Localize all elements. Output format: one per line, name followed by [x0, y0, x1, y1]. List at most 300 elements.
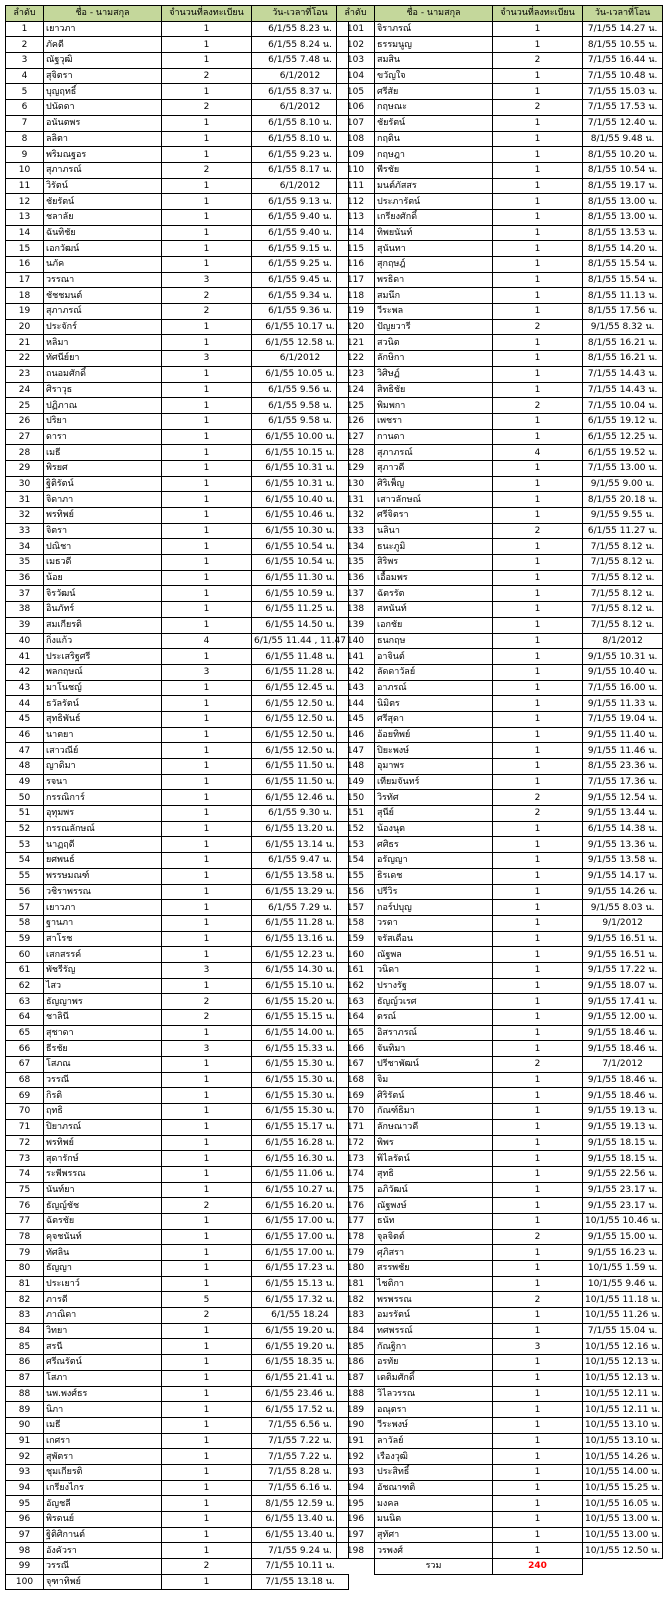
table-row — [337, 68, 663, 84]
registration-count: 1 — [493, 131, 583, 147]
registration-count: 1 — [493, 759, 583, 775]
transfer-datetime: 6/1/55 9.13 น. — [252, 194, 349, 210]
registration-count: 1 — [162, 492, 252, 508]
registration-count: 2 — [162, 994, 252, 1010]
person-name: สุภาภรณ์ — [375, 445, 493, 461]
registration-count: 1 — [162, 1512, 252, 1528]
registration-count: 1 — [162, 806, 252, 822]
registration-count: 1 — [493, 115, 583, 131]
row-number: 142 — [337, 664, 375, 680]
person-name: ธนกฤษ — [375, 633, 493, 649]
registration-count: 1 — [162, 84, 252, 100]
table-row — [337, 1308, 663, 1324]
registration-count: 1 — [493, 602, 583, 618]
row-number: 171 — [337, 1119, 375, 1135]
registration-count: 1 — [162, 1370, 252, 1386]
row-number: 193 — [337, 1464, 375, 1480]
person-name: นาฏฤดี — [44, 837, 162, 853]
row-number: 136 — [337, 570, 375, 586]
table-row — [6, 178, 349, 194]
transfer-datetime: 9/1/55 18.15 น. — [583, 1151, 663, 1167]
transfer-datetime: 6/1/55 15.30 น. — [252, 1088, 349, 1104]
registration-count: 1 — [493, 1355, 583, 1371]
table-row — [6, 1166, 349, 1182]
table-row — [6, 429, 349, 445]
transfer-datetime: 7/1/55 12.40 น. — [583, 115, 663, 131]
table-row — [6, 225, 349, 241]
transfer-datetime: 7/1/55 14.27 น. — [583, 21, 663, 37]
registration-count: 1 — [493, 539, 583, 555]
row-number: 60 — [6, 947, 44, 963]
row-number: 83 — [6, 1308, 44, 1324]
registration-count: 1 — [162, 1151, 252, 1167]
table-row — [6, 1543, 349, 1559]
table-row — [6, 711, 349, 727]
transfer-datetime: 9/1/55 18.46 น. — [583, 1072, 663, 1088]
transfer-datetime: 6/1/55 12.46 น. — [252, 790, 349, 806]
person-name: ธีรชัย — [44, 1041, 162, 1057]
table-row — [6, 241, 349, 257]
row-number: 80 — [6, 1261, 44, 1277]
transfer-datetime: 10/1/55 12.13 น. — [583, 1370, 663, 1386]
table-row — [337, 366, 663, 382]
person-name: เทียมจันทร์ — [375, 774, 493, 790]
table-row — [337, 962, 663, 978]
registration-count: 1 — [493, 1370, 583, 1386]
row-number: 170 — [337, 1104, 375, 1120]
table-row — [6, 1245, 349, 1261]
registration-count: 1 — [493, 68, 583, 84]
transfer-datetime: 9/1/55 14.17 น. — [583, 868, 663, 884]
transfer-datetime: 6/1/55 19.52 น. — [583, 445, 663, 461]
table-row — [6, 382, 349, 398]
person-name: อัชณาฑติ — [375, 1480, 493, 1496]
table-row — [337, 445, 663, 461]
transfer-datetime: 10/1/55 13.10 น. — [583, 1433, 663, 1449]
table-row — [337, 759, 663, 775]
row-number: 54 — [6, 853, 44, 869]
registration-count: 1 — [493, 84, 583, 100]
person-name: สุจิตรา — [44, 68, 162, 84]
person-name: เพชรา — [375, 413, 493, 429]
person-name: โสภณ — [44, 1057, 162, 1073]
registration-count: 1 — [493, 492, 583, 508]
row-number: 67 — [6, 1057, 44, 1073]
registration-count: 1 — [493, 1386, 583, 1402]
row-number: 155 — [337, 868, 375, 884]
registration-count: 2 — [493, 523, 583, 539]
table-row — [6, 1229, 349, 1245]
table-row — [337, 727, 663, 743]
registration-count: 1 — [493, 1010, 583, 1026]
person-name: กฤษฎา — [375, 147, 493, 163]
transfer-datetime: 7/1/55 14.43 น. — [583, 382, 663, 398]
person-name: ชัยรัตน์ — [375, 115, 493, 131]
registration-count: 1 — [162, 1088, 252, 1104]
table-row — [6, 523, 349, 539]
table-row — [337, 1119, 663, 1135]
row-number: 134 — [337, 539, 375, 555]
registration-count: 1 — [162, 53, 252, 69]
row-number: 86 — [6, 1355, 44, 1371]
registration-count: 1 — [493, 617, 583, 633]
row-number: 140 — [337, 633, 375, 649]
row-number: 198 — [337, 1543, 375, 1559]
registration-count: 1 — [162, 759, 252, 775]
registration-count: 1 — [162, 1464, 252, 1480]
transfer-datetime: 10/1/55 12.13 น. — [583, 1355, 663, 1371]
person-name: อมรรัตน์ — [375, 1308, 493, 1324]
table-row — [337, 1370, 663, 1386]
registration-count: 1 — [162, 570, 252, 586]
person-name: ปรีชาพัฒน์ — [375, 1057, 493, 1073]
registration-count: 1 — [493, 1308, 583, 1324]
table-row — [6, 1496, 349, 1512]
person-name: พรธิดา — [375, 272, 493, 288]
table-row — [337, 1182, 663, 1198]
row-number: 90 — [6, 1417, 44, 1433]
table-row — [6, 304, 349, 320]
person-name: สุทัศา — [375, 1527, 493, 1543]
person-name: พรรษมณฑ์ — [44, 868, 162, 884]
person-name: กรรณิการ์ — [44, 790, 162, 806]
registration-count: 1 — [493, 366, 583, 382]
table-row — [6, 837, 349, 853]
registration-count: 1 — [493, 1182, 583, 1198]
person-name: สุภาภรณ์ — [44, 304, 162, 320]
person-name: พีรชัย — [375, 162, 493, 178]
table-row — [6, 774, 349, 790]
registration-count: 1 — [493, 272, 583, 288]
person-name: ฉัตรรัต — [375, 586, 493, 602]
row-number: 37 — [6, 586, 44, 602]
row-number: 115 — [337, 241, 375, 257]
table-row — [337, 21, 663, 37]
person-name: นลินา — [375, 523, 493, 539]
transfer-datetime: 6/1/55 15.30 น. — [252, 1072, 349, 1088]
row-number: 131 — [337, 492, 375, 508]
registration-count: 1 — [162, 194, 252, 210]
transfer-datetime: 6/1/55 17.32 น. — [252, 1292, 349, 1308]
transfer-datetime: 9/1/55 13.58 น. — [583, 853, 663, 869]
row-number: 182 — [337, 1292, 375, 1308]
transfer-datetime: 7/1/55 8.12 น. — [583, 602, 663, 618]
table-row — [6, 351, 349, 367]
row-number: 72 — [6, 1135, 44, 1151]
registration-count: 1 — [162, 727, 252, 743]
transfer-datetime: 9/1/55 11.46 น. — [583, 743, 663, 759]
row-number: 99 — [6, 1559, 44, 1575]
table-row — [6, 1480, 349, 1496]
table-row — [337, 1527, 663, 1543]
row-number: 47 — [6, 743, 44, 759]
registration-count: 1 — [493, 821, 583, 837]
person-name: เกรียงไกร — [44, 1480, 162, 1496]
table-row — [6, 1276, 349, 1292]
row-number: 24 — [6, 382, 44, 398]
person-name: อณุตรา — [375, 1402, 493, 1418]
person-name: ทัศลิน — [44, 1245, 162, 1261]
person-name: พรทิพย์ — [44, 1135, 162, 1151]
row-number: 34 — [6, 539, 44, 555]
table-row — [6, 821, 349, 837]
table-row — [6, 1135, 349, 1151]
registration-count: 1 — [162, 680, 252, 696]
person-name: ธัญญ์ชัช — [44, 1198, 162, 1214]
transfer-datetime: 9/1/55 10.31 น. — [583, 649, 663, 665]
registration-count: 1 — [162, 21, 252, 37]
person-name: เยาวภา — [44, 900, 162, 916]
table-row — [6, 900, 349, 916]
table-row — [337, 429, 663, 445]
row-number: 110 — [337, 162, 375, 178]
row-number: 91 — [6, 1433, 44, 1449]
table-row — [6, 1057, 349, 1073]
row-number: 113 — [337, 209, 375, 225]
table-row — [337, 602, 663, 618]
transfer-datetime: 6/1/55 12.25 น. — [583, 429, 663, 445]
table-row — [6, 555, 349, 571]
table-row — [6, 915, 349, 931]
person-name: สุภาภรณ์ — [44, 162, 162, 178]
person-name: ศศิธร — [375, 837, 493, 853]
table-row — [337, 335, 663, 351]
person-name: คุจชนันท์ — [44, 1229, 162, 1245]
transfer-datetime: 9/1/55 12.00 น. — [583, 1010, 663, 1026]
transfer-datetime: 7/1/55 17.53 น. — [583, 100, 663, 116]
table-row — [337, 1025, 663, 1041]
registration-count: 4 — [493, 445, 583, 461]
transfer-datetime: 9/1/55 18.46 น. — [583, 1041, 663, 1057]
person-name: ศรีสุดา — [375, 711, 493, 727]
table-row — [337, 1512, 663, 1528]
person-name: สมนึก — [375, 288, 493, 304]
transfer-datetime: 10/1/55 13.00 น. — [583, 1512, 663, 1528]
registration-count: 1 — [162, 649, 252, 665]
person-name: ปิยะพงษ์ — [375, 743, 493, 759]
table-row — [337, 947, 663, 963]
row-number: 79 — [6, 1245, 44, 1261]
table-row — [337, 868, 663, 884]
table-row — [337, 994, 663, 1010]
transfer-datetime: 6/1/55 9.30 น. — [252, 806, 349, 822]
transfer-datetime: 7/1/55 8.12 น. — [583, 586, 663, 602]
transfer-datetime: 6/1/55 9.34 น. — [252, 288, 349, 304]
person-name: ลาวัลย์ — [375, 1433, 493, 1449]
table-row — [6, 366, 349, 382]
row-number: 102 — [337, 37, 375, 53]
table-row — [6, 1119, 349, 1135]
registration-count: 1 — [493, 335, 583, 351]
registration-count: 1 — [162, 1057, 252, 1073]
row-number: 184 — [337, 1323, 375, 1339]
person-name: เมธี — [44, 445, 162, 461]
row-number: 164 — [337, 1010, 375, 1026]
person-name: นาตยา — [44, 727, 162, 743]
table-row — [337, 100, 663, 116]
table-row — [337, 272, 663, 288]
registration-count: 1 — [162, 539, 252, 555]
person-name: ธิรเดช — [375, 868, 493, 884]
table-row — [6, 1151, 349, 1167]
row-number: 105 — [337, 84, 375, 100]
person-name: จรัสเดือน — [375, 931, 493, 947]
table-row — [337, 1386, 663, 1402]
transfer-datetime: 9/1/55 16.51 น. — [583, 947, 663, 963]
row-number: 61 — [6, 962, 44, 978]
transfer-datetime: 6/1/55 8.10 น. — [252, 131, 349, 147]
person-name: เอื้อมพร — [375, 570, 493, 586]
table-row — [6, 131, 349, 147]
row-number: 57 — [6, 900, 44, 916]
person-name: อรัญญา — [375, 853, 493, 869]
row-number: 157 — [337, 900, 375, 916]
registration-count: 1 — [162, 37, 252, 53]
table-row — [6, 1041, 349, 1057]
registration-count: 1 — [493, 555, 583, 571]
table-row — [6, 570, 349, 586]
person-name: เสาวลักษณ์ — [375, 492, 493, 508]
registration-count: 1 — [493, 884, 583, 900]
row-number: 68 — [6, 1072, 44, 1088]
transfer-datetime: 8/1/55 13.00 น. — [583, 209, 663, 225]
registration-count: 1 — [493, 1151, 583, 1167]
transfer-datetime: 6/1/55 15.30 น. — [252, 1104, 349, 1120]
table-row — [6, 649, 349, 665]
row-number: 178 — [337, 1229, 375, 1245]
person-name: ธัญญ์วเรศ — [375, 994, 493, 1010]
registration-count: 1 — [493, 743, 583, 759]
person-name: วีระพงษ์ — [375, 1417, 493, 1433]
table-row — [337, 1480, 663, 1496]
registration-count: 1 — [162, 837, 252, 853]
table-row — [6, 1025, 349, 1041]
registration-count: 1 — [493, 413, 583, 429]
transfer-datetime: 8/1/55 23.36 น. — [583, 759, 663, 775]
transfer-datetime: 7/1/55 6.16 น. — [252, 1480, 349, 1496]
transfer-datetime: 6/1/55 19.20 น. — [252, 1339, 349, 1355]
transfer-datetime: 9/1/55 15.00 น. — [583, 1229, 663, 1245]
row-number: 189 — [337, 1402, 375, 1418]
row-number: 137 — [337, 586, 375, 602]
table-row — [6, 319, 349, 335]
person-name: มงคล — [375, 1496, 493, 1512]
registration-count: 1 — [162, 1213, 252, 1229]
table-row — [337, 1057, 663, 1073]
person-name: สหนันท์ — [375, 602, 493, 618]
person-name: ชัชชมนต์ — [44, 288, 162, 304]
person-name: ฐานภา — [44, 915, 162, 931]
registration-count: 2 — [162, 304, 252, 320]
transfer-datetime: 6/1/55 11.28 น. — [252, 664, 349, 680]
registration-count: 1 — [493, 853, 583, 869]
transfer-datetime: 6/1/55 9.58 น. — [252, 413, 349, 429]
transfer-datetime: 8/1/55 10.54 น. — [583, 162, 663, 178]
registration-count: 1 — [493, 947, 583, 963]
table-row — [337, 774, 663, 790]
registration-count: 1 — [162, 1323, 252, 1339]
person-name: วิศิษฏ์ — [375, 366, 493, 382]
transfer-datetime: 9/1/55 23.17 น. — [583, 1182, 663, 1198]
table-row — [6, 962, 349, 978]
registration-count: 1 — [493, 1417, 583, 1433]
row-number: 7 — [6, 115, 44, 131]
row-number: 23 — [6, 366, 44, 382]
table-row — [337, 680, 663, 696]
table-row — [6, 884, 349, 900]
transfer-datetime: 7/1/55 8.12 น. — [583, 539, 663, 555]
registration-count: 1 — [493, 664, 583, 680]
person-name: ปรีวิร — [375, 884, 493, 900]
transfer-datetime: 8/1/55 19.17 น. — [583, 178, 663, 194]
registration-count: 1 — [493, 162, 583, 178]
transfer-datetime: 9/1/55 14.26 น. — [583, 884, 663, 900]
registration-count: 1 — [493, 1198, 583, 1214]
person-name: ธัญญา — [44, 1261, 162, 1277]
transfer-datetime: 6/1/55 9.56 น. — [252, 382, 349, 398]
person-name: อนันตพร — [44, 115, 162, 131]
row-number: 161 — [337, 962, 375, 978]
table-row — [6, 978, 349, 994]
table-row — [6, 1417, 349, 1433]
table-row — [337, 1151, 663, 1167]
registration-count: 1 — [493, 1433, 583, 1449]
person-name: เสกสรรค์ — [44, 947, 162, 963]
person-name: ปัญยวารี — [375, 319, 493, 335]
row-number: 48 — [6, 759, 44, 775]
transfer-datetime: 9/1/55 9.55 น. — [583, 508, 663, 524]
person-name: กฤติน — [375, 131, 493, 147]
table-row — [337, 806, 663, 822]
person-name: อิสราภรณ์ — [375, 1025, 493, 1041]
transfer-datetime: 6/1/55 12.23 น. — [252, 947, 349, 963]
registration-count: 2 — [162, 1559, 252, 1575]
person-name: จิราภรณ์ — [375, 21, 493, 37]
transfer-datetime: 6/1/55 9.23 น. — [252, 147, 349, 163]
person-name: ปริยา — [44, 413, 162, 429]
transfer-datetime: 6/1/55 17.00 น. — [252, 1245, 349, 1261]
registration-count: 1 — [162, 445, 252, 461]
row-number: 17 — [6, 272, 44, 288]
registration-count: 1 — [162, 915, 252, 931]
row-number: 180 — [337, 1261, 375, 1277]
registration-count: 1 — [162, 1119, 252, 1135]
registration-count: 2 — [162, 162, 252, 178]
row-number: 59 — [6, 931, 44, 947]
row-number: 77 — [6, 1213, 44, 1229]
transfer-datetime: 6/1/55 15.30 น. — [252, 1057, 349, 1073]
table-row — [337, 743, 663, 759]
row-number: 176 — [337, 1198, 375, 1214]
header-name: ชื่อ - นามสกุล — [375, 6, 493, 22]
registration-count: 1 — [493, 1025, 583, 1041]
registration-count: 3 — [162, 351, 252, 367]
person-name: ฐิติรัตน์ — [44, 476, 162, 492]
row-number: 165 — [337, 1025, 375, 1041]
row-number: 21 — [6, 335, 44, 351]
table-row — [337, 853, 663, 869]
table-row — [337, 209, 663, 225]
registration-count: 1 — [162, 523, 252, 539]
registration-count: 1 — [493, 915, 583, 931]
registration-count: 2 — [493, 1229, 583, 1245]
registration-count: 1 — [493, 257, 583, 273]
registration-count: 1 — [162, 617, 252, 633]
person-name: กิ่งแก้ว — [44, 633, 162, 649]
table-row — [337, 351, 663, 367]
transfer-datetime: 6/1/55 15.10 น. — [252, 978, 349, 994]
registration-count: 1 — [162, 460, 252, 476]
